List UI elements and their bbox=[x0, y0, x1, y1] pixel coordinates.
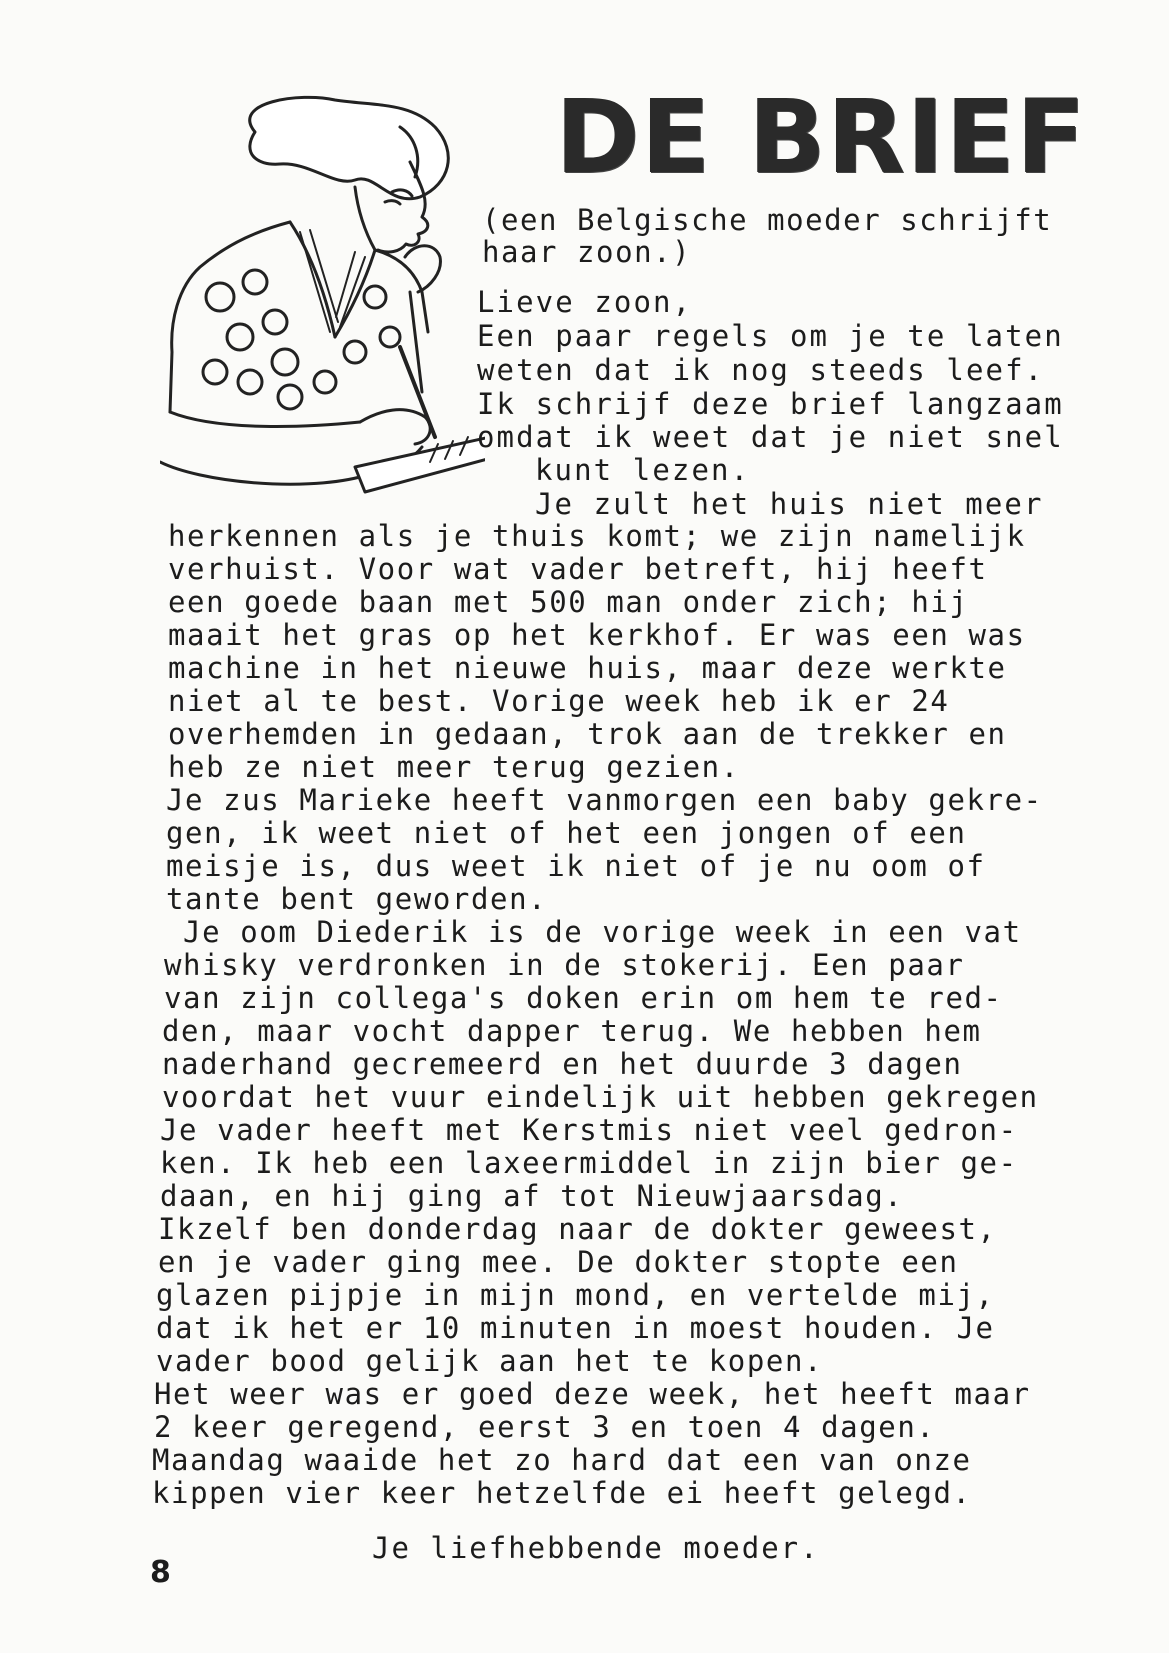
body-line: Je oom Diederik is de vorige week in een vat bbox=[164, 915, 1022, 949]
body-line: dat ik het er 10 minuten in moest houden. Je bbox=[156, 1311, 995, 1345]
body-line: niet al te best. Vorige week heb ik er 24 bbox=[168, 684, 950, 718]
body-line: ken. Ik heb een laxeermiddel in zijn bier ge- bbox=[160, 1146, 1018, 1180]
body-line: van zijn collega's doken erin om hem te red- bbox=[164, 981, 1003, 1015]
body-line: Je vader heeft met Kerstmis niet veel gedron- bbox=[160, 1113, 1018, 1147]
body-line: Ik schrijf deze brief langzaam bbox=[477, 387, 1064, 421]
body-line: maait het gras op het kerkhof. Er was een was bbox=[168, 618, 1026, 652]
signature: Je liefhebbende moeder. bbox=[372, 1531, 820, 1565]
body-line: den, maar vocht dapper terug. We hebben hem bbox=[162, 1014, 982, 1048]
body-line: Je zus Marieke heeft vanmorgen een baby gekre- bbox=[166, 783, 1043, 817]
salutation: Lieve zoon, bbox=[477, 285, 693, 319]
body-line: gen, ik weet niet of het een jongen of een bbox=[166, 816, 967, 850]
body-line: overhemden in gedaan, trok aan de trekker en bbox=[168, 717, 1007, 751]
body-line: Een paar regels om je te laten bbox=[477, 319, 1064, 353]
body-line: machine in het nieuwe huis, maar deze werkte bbox=[168, 651, 1007, 685]
subtitle-line: haar zoon.) bbox=[482, 235, 692, 269]
subtitle-line: (een Belgische moeder schrijft bbox=[482, 203, 1053, 237]
body-line: tante bent geworden. bbox=[166, 882, 548, 916]
page-title: DE BRIEF bbox=[555, 78, 1087, 197]
body-line: vader bood gelijk aan het te kopen. bbox=[156, 1344, 824, 1378]
body-line: daan, en hij ging af tot Nieuwjaarsdag. bbox=[160, 1179, 904, 1213]
body-line: glazen pijpje in mijn mond, en vertelde mij, bbox=[156, 1278, 995, 1312]
body-line: weten dat ik nog steeds leef. bbox=[477, 353, 1045, 387]
body-line: meisje is, dus weet ik niet of je nu oom of bbox=[166, 849, 986, 883]
body-line: Je zult het huis niet meer bbox=[535, 487, 1044, 521]
page-number: 8 bbox=[150, 1555, 171, 1590]
woman-writing-letter-illustration bbox=[160, 92, 485, 532]
body-line: herkennen als je thuis komt; we zijn namelijk bbox=[168, 519, 1026, 553]
body-line: kunt lezen. bbox=[535, 453, 751, 487]
body-line: Maandag waaide het zo hard dat een van onze bbox=[152, 1443, 972, 1477]
body-line: omdat ik weet dat je niet snel bbox=[477, 420, 1064, 454]
body-line: whisky verdronken in de stokerij. Een paar bbox=[164, 948, 965, 982]
body-line: een goede baan met 500 man onder zich; hij bbox=[168, 585, 969, 619]
body-line: Het weer was er goed deze week, het heeft maar bbox=[154, 1377, 1031, 1411]
body-line: kippen vier keer hetzelfde ei heeft gelegd. bbox=[152, 1476, 972, 1510]
body-line: heb ze niet meer terug gezien. bbox=[168, 750, 740, 784]
body-line: en je vader ging mee. De dokter stopte een bbox=[158, 1245, 959, 1279]
body-line: Ikzelf ben donderdag naar de dokter geweest, bbox=[158, 1212, 997, 1246]
body-line: verhuist. Voor wat vader betreft, hij heeft bbox=[168, 552, 988, 586]
body-line: 2 keer geregend, eerst 3 en toen 4 dagen. bbox=[154, 1410, 936, 1444]
body-line: naderhand gecremeerd en het duurde 3 dagen bbox=[162, 1047, 963, 1081]
body-line: voordat het vuur eindelijk uit hebben gekregen bbox=[162, 1080, 1039, 1114]
